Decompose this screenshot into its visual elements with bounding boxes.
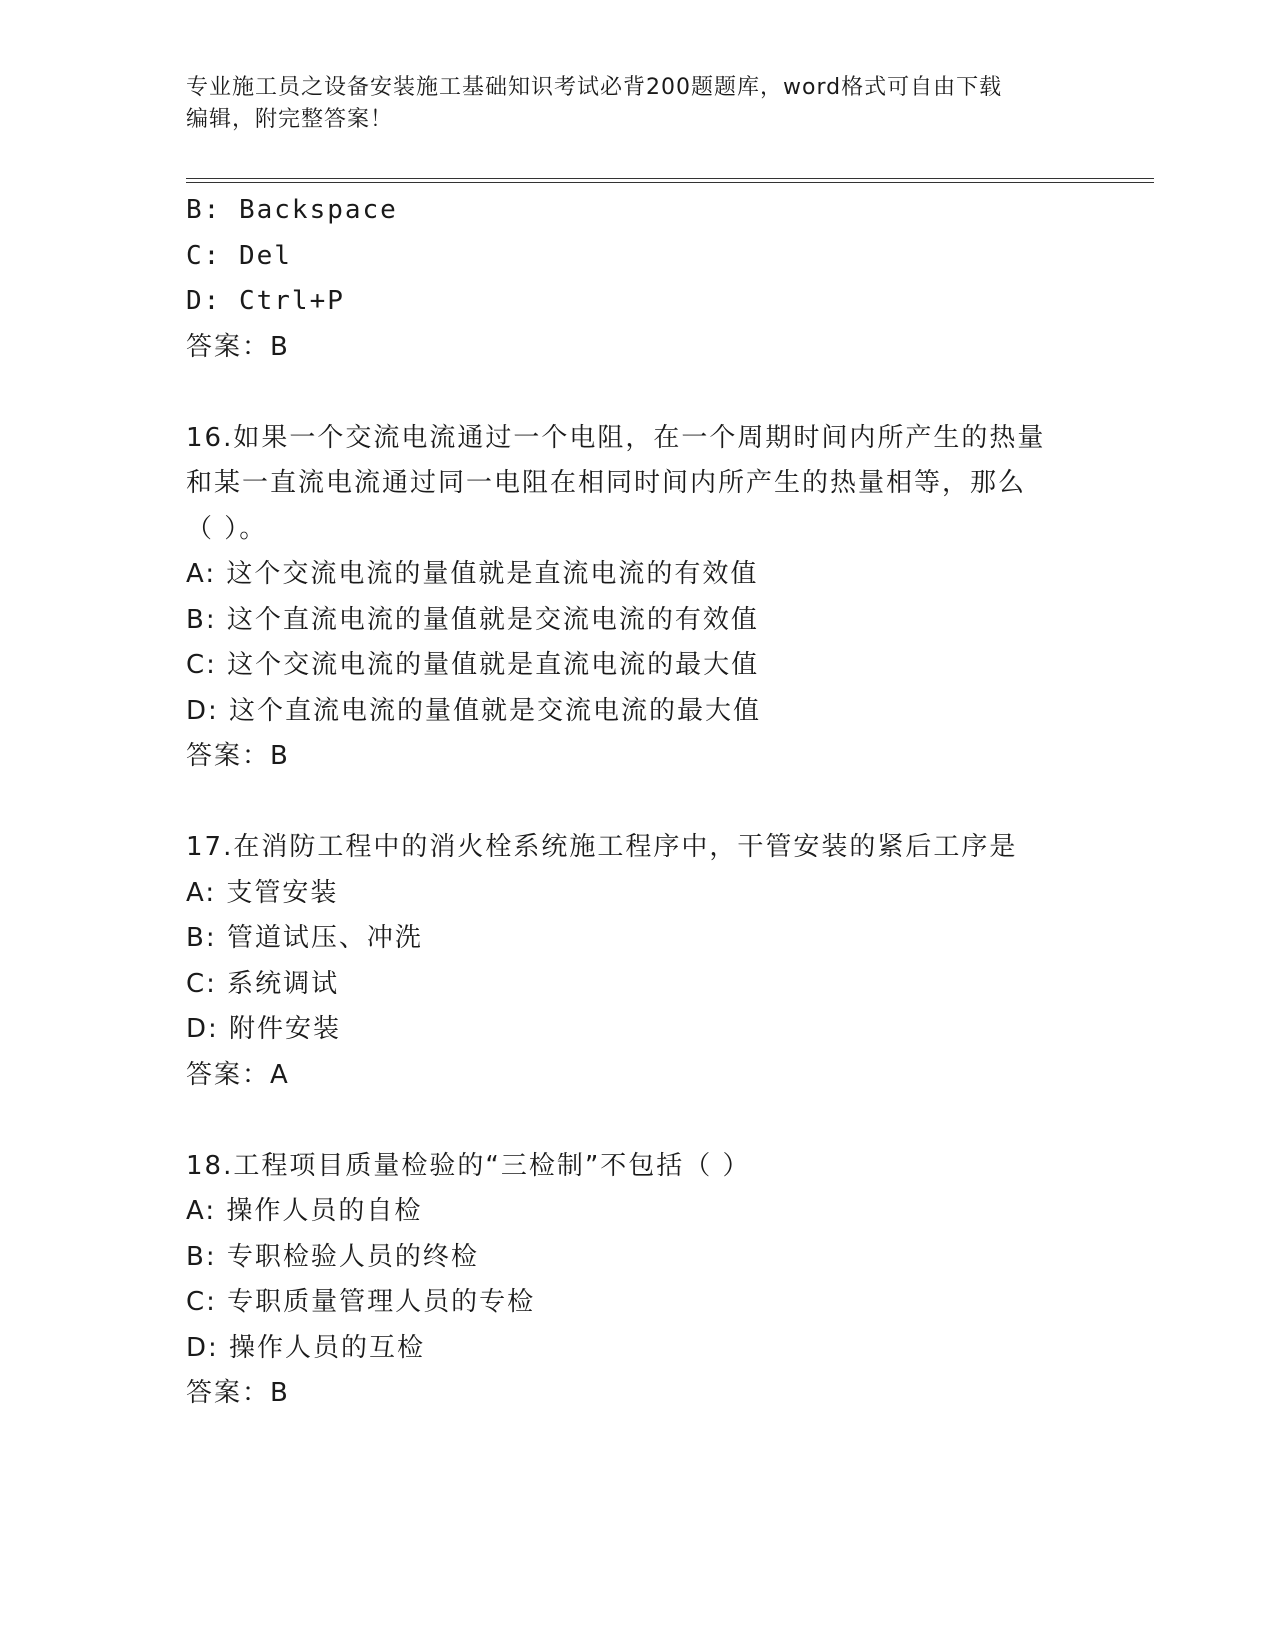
answer-line: 答案：B <box>186 1378 290 1408</box>
header-divider <box>186 178 1154 183</box>
question-stem-line: 18.工程项目质量检验的“三检制”不包括（ ） <box>186 1150 751 1181</box>
document-body <box>186 188 1086 1417</box>
option-a: A: 支管安装 <box>186 877 339 908</box>
header-title-line-1: 专业施工员之设备安装施工基础知识考试必背200题题库，word格式可自由下载 <box>186 75 1003 100</box>
question-17 <box>186 825 1086 1098</box>
question-stem-line: （ ）。 <box>186 513 268 544</box>
question-stem-line: 17.在消防工程中的消火栓系统施工程序中，干管安装的紧后工序是 <box>186 832 1018 862</box>
continued-question <box>186 188 1086 370</box>
option-b: B: 管道试压、冲洗 <box>186 923 423 953</box>
question-18 <box>186 1144 1086 1417</box>
option-a: A: 这个交流电流的量值就是直流电流的有效值 <box>186 559 759 589</box>
spacer <box>186 1098 1086 1144</box>
spacer <box>186 780 1086 826</box>
question-stem-line: 16.如果一个交流电流通过一个电阻，在一个周期时间内所产生的热量 <box>186 422 1046 453</box>
option-d: D: 附件安装 <box>186 1014 342 1044</box>
option-d: D: Ctrl+P <box>186 286 345 316</box>
header-title-line-2: 编辑，附完整答案！ <box>186 107 394 132</box>
option-b: B: 这个直流电流的量值就是交流电流的有效值 <box>186 604 759 635</box>
page-header <box>186 72 1066 136</box>
question-stem-line: 和某一直流电流通过同一电阻在相同时间内所产生的热量相等，那么 <box>186 468 1027 498</box>
answer-line: 答案：A <box>186 1059 290 1090</box>
option-a: A: 操作人员的自检 <box>186 1196 423 1226</box>
option-c: C: 专职质量管理人员的专检 <box>186 1287 536 1317</box>
option-b: B: Backspace <box>186 195 398 225</box>
option-d: D: 操作人员的互检 <box>186 1332 426 1363</box>
option-b: B: 专职检验人员的终检 <box>186 1241 479 1272</box>
answer-line: 答案：B <box>186 331 290 362</box>
question-16 <box>186 416 1086 780</box>
option-c: C: Del <box>186 240 292 271</box>
option-d: D: 这个直流电流的量值就是交流电流的最大值 <box>186 695 762 726</box>
spacer <box>186 370 1086 416</box>
option-c: C: 系统调试 <box>186 968 340 999</box>
option-c: C: 这个交流电流的量值就是直流电流的最大值 <box>186 650 760 680</box>
answer-line: 答案：B <box>186 741 290 771</box>
